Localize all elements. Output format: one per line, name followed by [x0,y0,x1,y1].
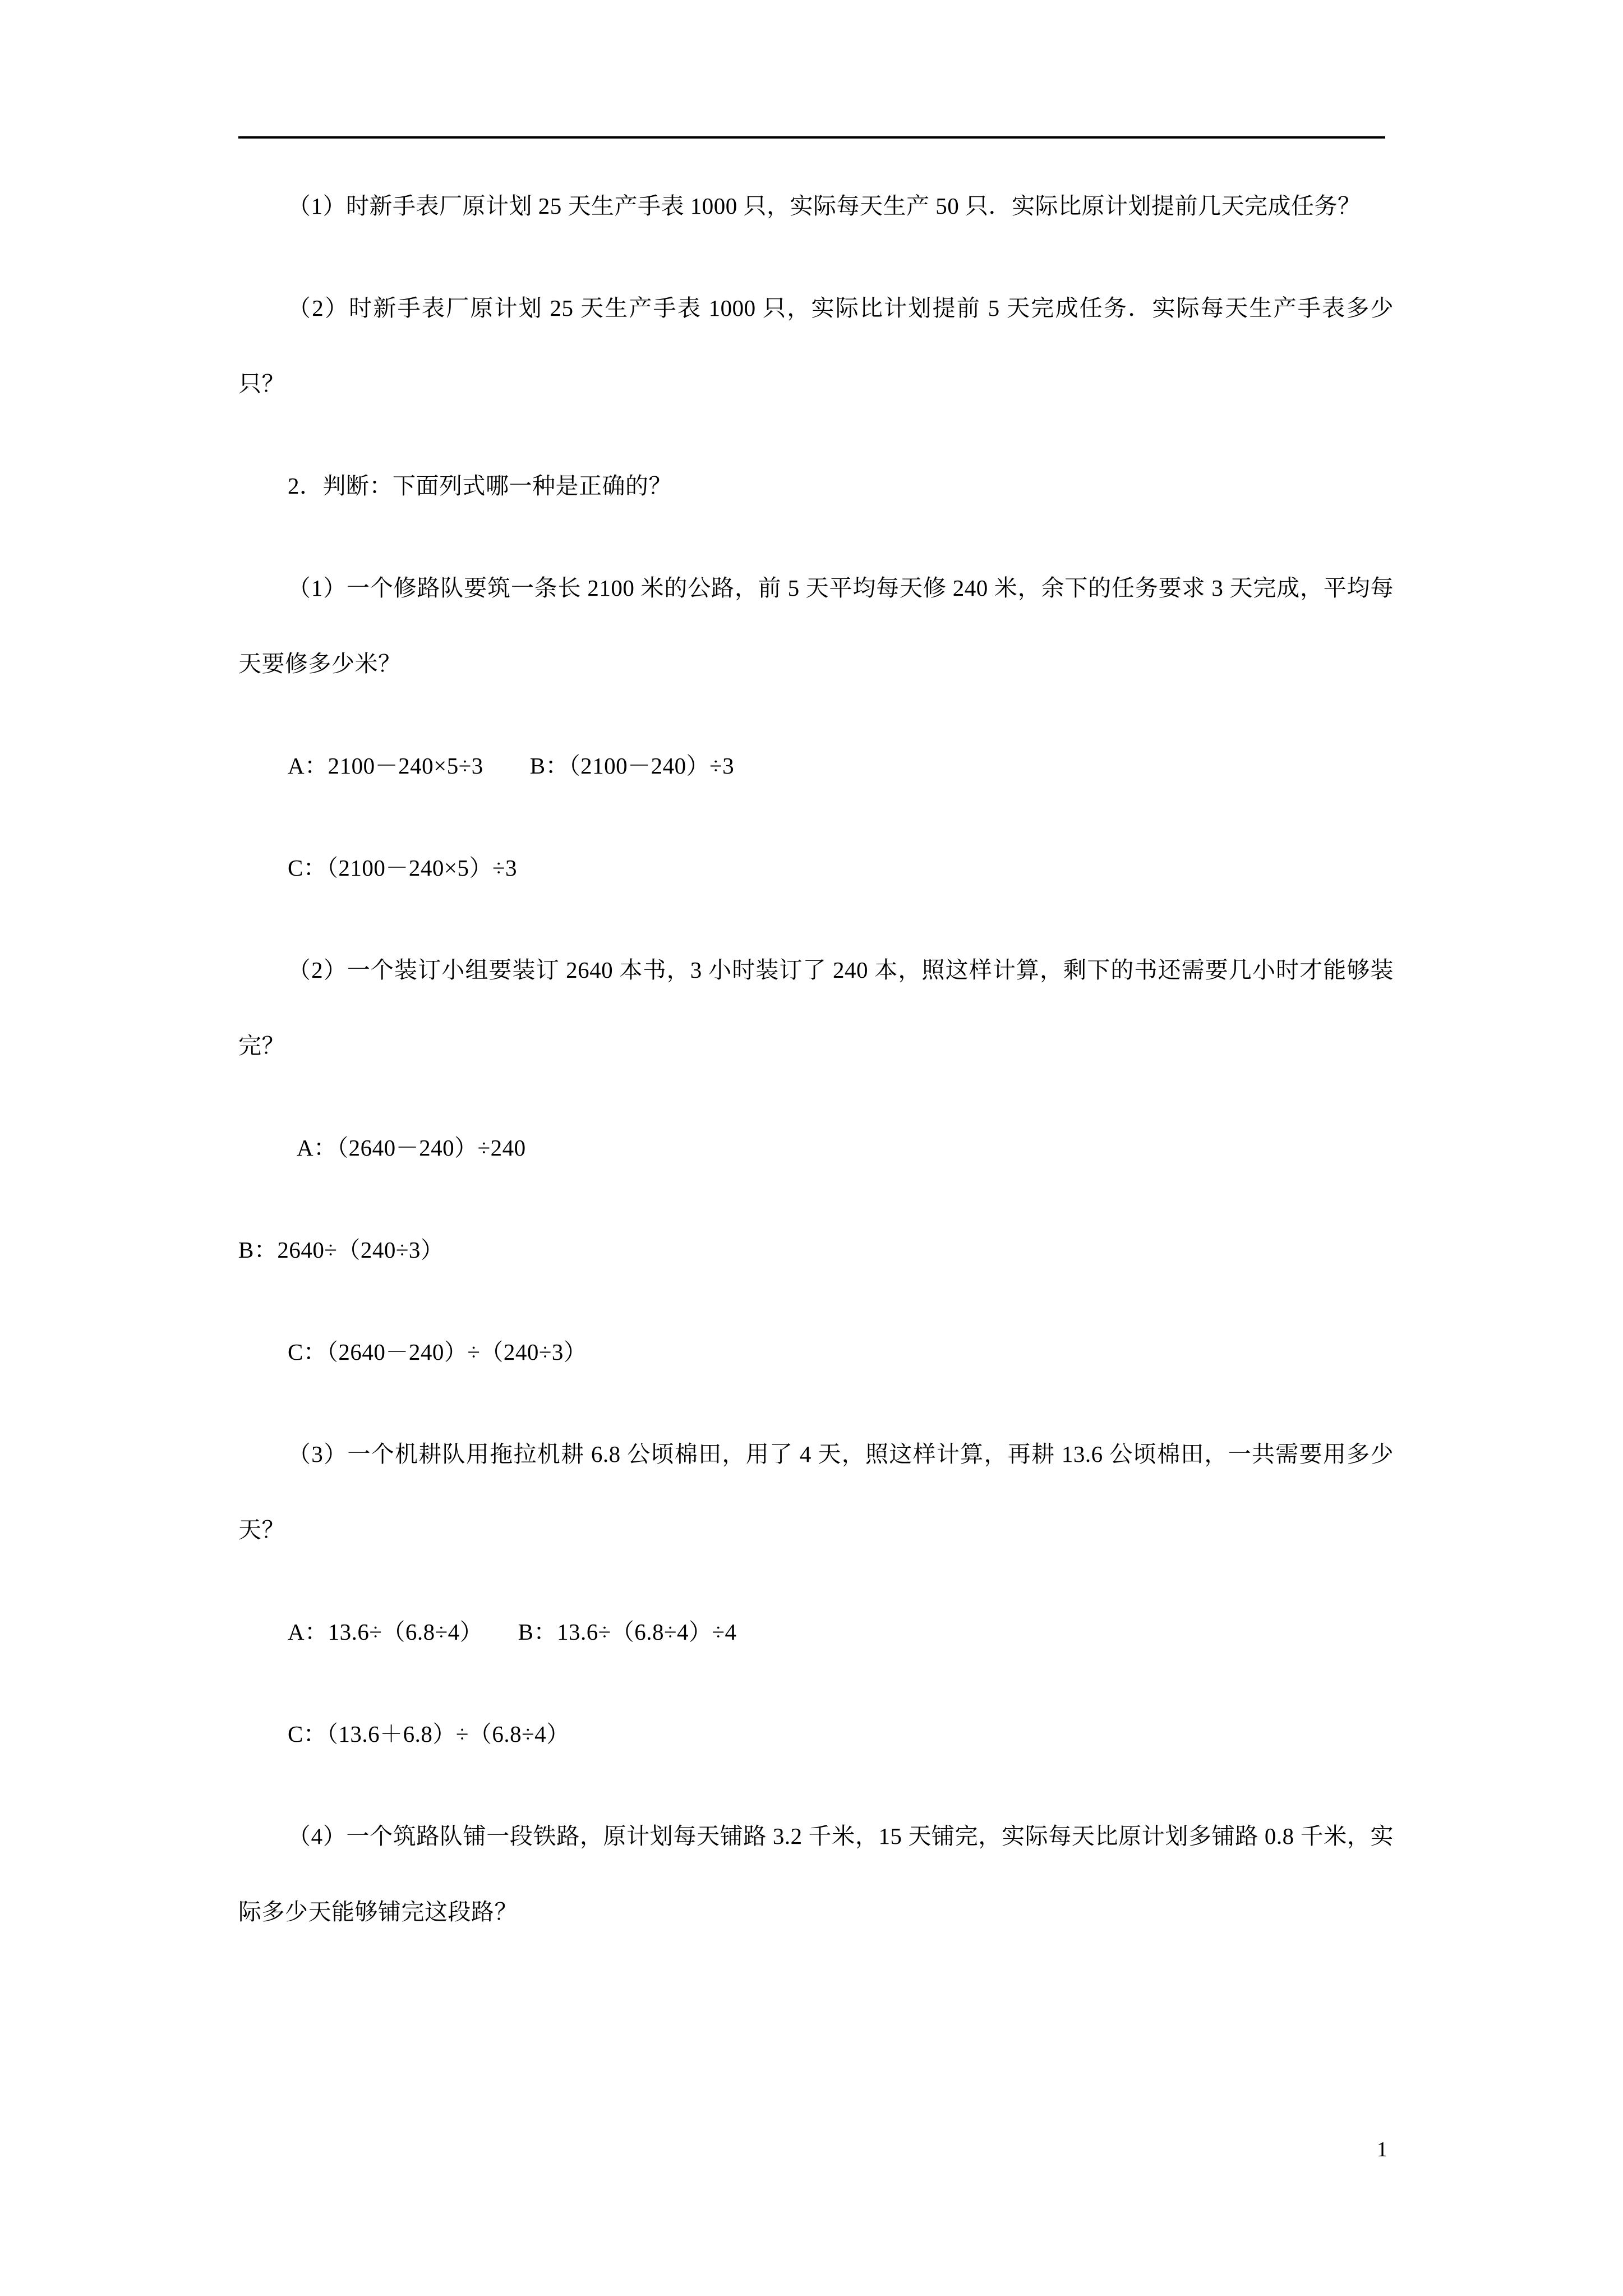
page-number: 1 [1377,2138,1387,2161]
paragraph-q1-sub1: （1）时新手表厂原计划 25 天生产手表 1000 只，实际每天生产 50 只．实际比原计划提前几天完成任务？ [288,193,1361,219]
paragraph-q2-stem: 2．判断：下面列式哪一种是正确的？ [288,473,672,499]
paragraph-q2-sub2-option-a: A：（2640－240）÷240 [297,1135,526,1161]
paragraph-q1-sub2: （2）时新手表厂原计划 25 天生产手表 1000 只，实际比计划提前 5 天完成任务．实际每天生产手表多少只？ [238,295,1394,397]
paragraph-q2-sub4: （4）一个筑路队铺一段铁路，原计划每天铺路 3.2 千米，15 天铺完，实际每天比原计划多铺路 0.8 千米，实际多少天能够铺完这段路？ [238,1823,1394,1925]
paragraph-q2-sub3-option-c: C：（13.6＋6.8）÷（6.8÷4） [288,1721,570,1747]
paragraph-q2-sub1: （1）一个修路队要筑一条长 2100 米的公路，前 5 天平均每天修 240 米，余下的任务要求 3 天完成，平均每天要修多少米？ [238,575,1394,677]
paragraph-q2-sub1-option-c: C：（2100－240×5）÷3 [288,855,517,881]
paragraph-q2-sub3: （3）一个机耕队用拖拉机耕 6.8 公顷棉田，用了 4 天，照这样计算，再耕 13.6 公顷棉田，一共需要用多少天？ [238,1441,1394,1543]
paragraph-q2-sub3-options-ab: A：13.6÷（6.8÷4） B：13.6÷（6.8÷4）÷4 [288,1619,737,1645]
document-body [238,168,1394,1950]
paragraph-q2-sub2: （2）一个装订小组要装订 2640 本书，3 小时装订了 240 本，照这样计算，剩下的书还需要几小时才能够装完？ [238,957,1394,1059]
header-divider [238,136,1385,139]
paragraph-q2-sub2-option-b: B：2640÷（240÷3） [238,1237,444,1263]
paragraph-q2-sub2-option-c: C：（2640－240）÷（240÷3） [288,1339,587,1365]
paragraph-q2-sub1-options-ab: A：2100－240×5÷3 B：（2100－240）÷3 [288,753,735,779]
